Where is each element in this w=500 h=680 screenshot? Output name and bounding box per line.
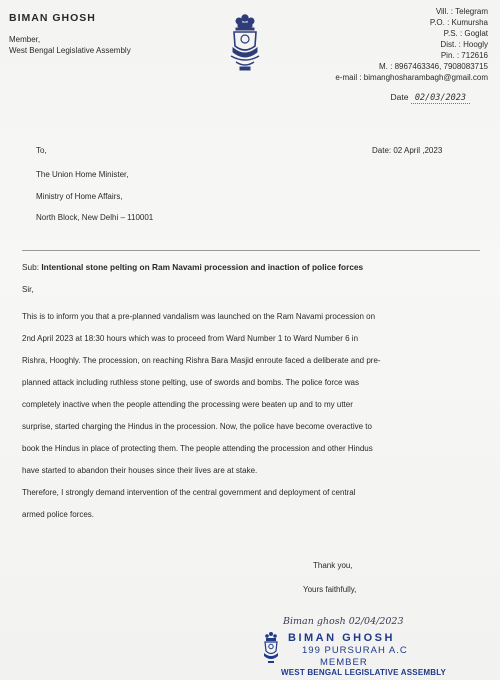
stamp-emblem-icon <box>262 631 280 670</box>
address-mobile: M. : 8967463346, 7908083715 <box>379 62 488 71</box>
address-district: Dist. : Hoogly <box>440 40 488 49</box>
recipient-line1: The Union Home Minister, <box>36 170 129 179</box>
stamp-name: BIMAN GHOSH <box>288 632 395 644</box>
date-handwritten: 02/03/2023 <box>411 93 470 104</box>
body-line: 2nd April 2023 at 18:30 hours which was to proceed from Ward Number 1 to Ward Number 6 in <box>22 334 359 343</box>
sender-name: BIMAN GHOSH <box>9 12 96 24</box>
to-label: To, <box>36 146 47 155</box>
body-line: surprise, started charging the Hindus in the procession. Now, the police have become overactive to <box>22 422 372 431</box>
sender-address-block <box>335 6 488 83</box>
address-village: Vill. : Telegram <box>435 7 488 16</box>
closing-thanks: Thank you, <box>313 561 353 570</box>
subject-line <box>22 262 363 272</box>
divider <box>22 250 480 251</box>
body-line: This is to inform you that a pre-planned vandalism was launched on the Ram Navami procession on <box>22 312 376 321</box>
recipient-line2: Ministry of Home Affairs, <box>36 192 123 201</box>
date-label: Date <box>390 92 409 102</box>
body-line: planned attack including ruthless stone pelting, use of swords and bombs. The police force was <box>22 378 359 387</box>
body-line: Therefore, I strongly demand intervention of the central government and deployment of central <box>22 488 356 497</box>
letter-date: Date: 02 April ,2023 <box>372 146 443 155</box>
body-line: book the Hindus in place of protecting them. The people attending the procession and other Hindus <box>22 444 373 453</box>
closing-yours: Yours faithfully, <box>303 585 357 594</box>
sender-title-line2: West Bengal Legislative Assembly <box>9 46 131 55</box>
letter-body <box>22 306 484 526</box>
sender-title-line1: Member, <box>9 35 41 44</box>
body-line: armed police forces. <box>22 510 95 519</box>
address-police-station: P.S. : Goglat <box>443 29 488 38</box>
subject-text: Intentional stone pelting on Ram Navami procession and inaction of police forces <box>41 262 364 272</box>
body-line: have started to abandon their houses since their lives are at stake. <box>22 466 258 475</box>
state-emblem-icon <box>228 12 262 79</box>
body-line: Rishra, Hooghly. The procession, on reaching Rishra Bara Masjid enroute faced a deliberate and pre- <box>22 356 381 365</box>
recipient-line3: North Block, New Delhi – 110001 <box>36 213 154 222</box>
address-post-office: P.O. : Kumursha <box>429 18 488 27</box>
handwritten-signature: Biman ghosh 02/04/2023 <box>283 616 404 627</box>
stamp-assembly: WEST BENGAL LEGISLATIVE ASSEMBLY <box>281 668 447 677</box>
body-line: completely inactive when the people attending the processing were beaten up and to my utter <box>22 400 353 409</box>
stamp-member: MEMBER <box>320 657 368 668</box>
salutation: Sir, <box>22 285 34 294</box>
sender-designation <box>9 34 131 56</box>
address-pin: Pin. : 712616 <box>440 51 488 60</box>
subject-prefix: Sub: <box>22 262 42 272</box>
letterhead-date <box>390 92 470 103</box>
address-email: e-mail : bimanghosharambagh@gmail.com <box>335 73 488 82</box>
stamp-constituency: 199 PURSURAH A.C <box>302 645 408 656</box>
